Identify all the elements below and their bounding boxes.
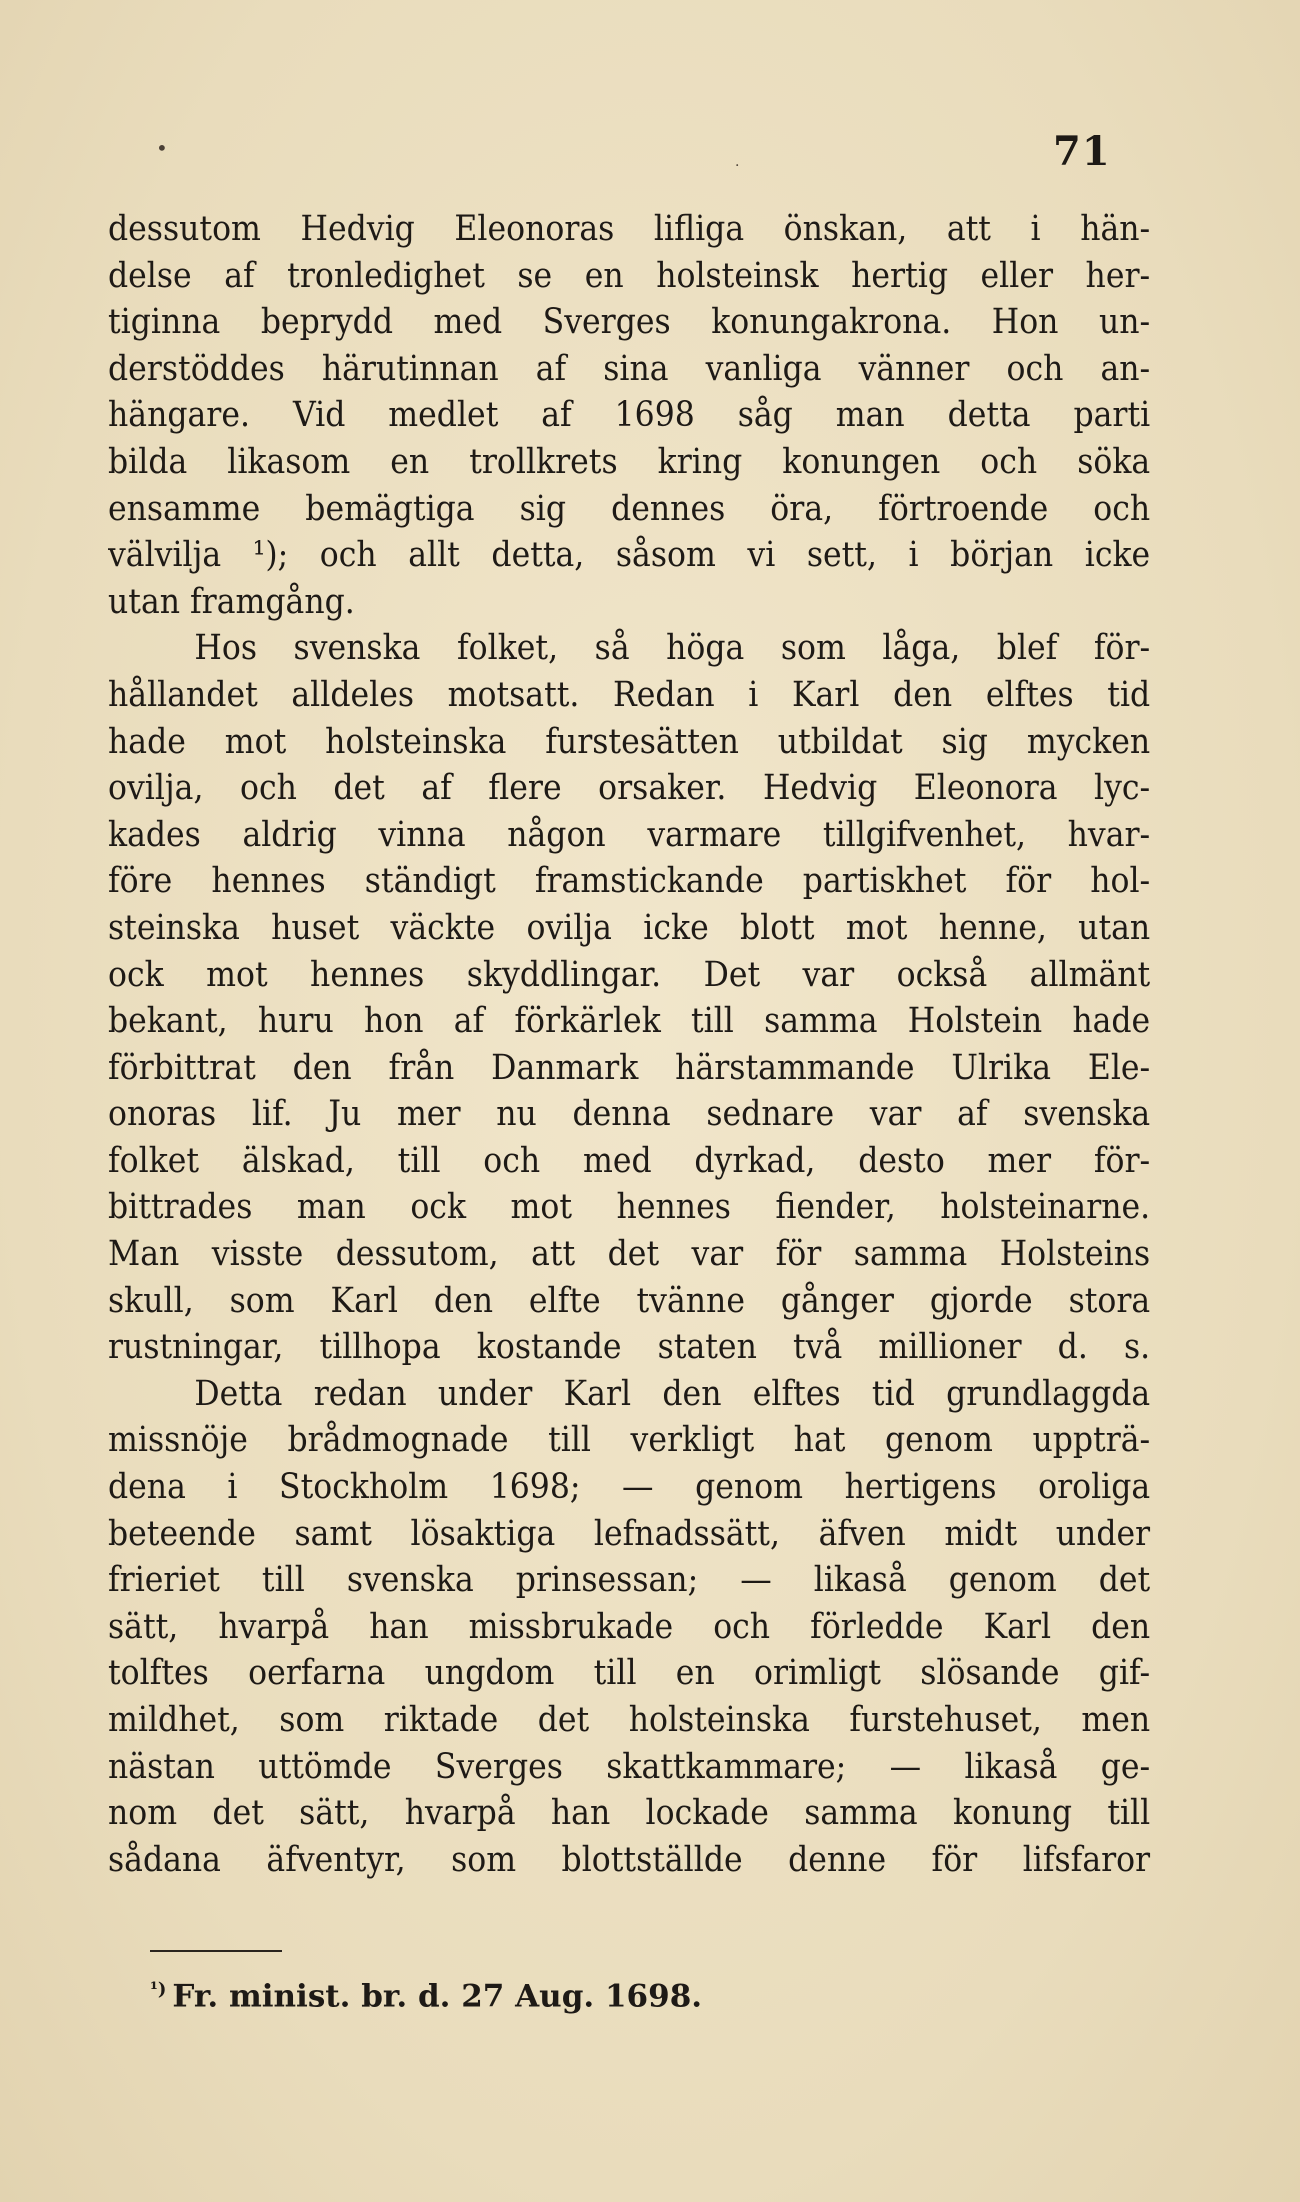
text-line: steinska huset väckte ovilja icke blott mot henne, utan [108, 907, 1151, 948]
page-number: 71 [1053, 128, 1111, 175]
text-line: bittrades man ock mot hennes fiender, holsteinarne. [108, 1187, 1151, 1228]
text-line: frieriet till svenska prinsessan; — likaså genom det [108, 1560, 1151, 1601]
text-line: mildhet, som riktade det holsteinska furstehuset, men [108, 1700, 1151, 1740]
text-line: ovilja, och det af flere orsaker. Hedvig Eleonora lyc- [108, 768, 1151, 809]
text-line: onoras lif. Ju mer nu denna sednare var af svenska [108, 1094, 1151, 1135]
text-line: dena i Stockholm 1698; — genom hertigens oroliga [108, 1467, 1151, 1508]
text-line: förbittrat den från Danmark härstammande Ulrika Ele- [108, 1047, 1151, 1088]
print-speck: · [735, 158, 740, 174]
text-line: sådana äfventyr, som blottställde denne för lifsfaror [108, 1839, 1151, 1880]
footnote [150, 1970, 702, 2016]
text-line: missnöje brådmognade till verkligt hat genom uppträ- [108, 1420, 1151, 1461]
footnote-divider [150, 1950, 282, 1952]
text-line: välvilja ¹); och allt detta, såsom vi sett, i början icke [108, 535, 1151, 576]
text-line: tiginna beprydd med Sverges konungakrona. Hon un- [108, 302, 1151, 343]
text-line: ensamme bemägtiga sig dennes öra, förtroende och [108, 488, 1151, 529]
text-line: utan framgång. [108, 581, 355, 622]
body-text [108, 206, 1150, 1883]
text-line: sätt, hvarpå han missbrukade och förledde Karl den [108, 1606, 1151, 1647]
text-line: dessutom Hedvig Eleonoras lifliga önskan, att i hän- [108, 209, 1151, 249]
text-line: kades aldrig vinna någon varmare tillgifvenhet, hvar- [108, 814, 1151, 855]
text-line: folket älskad, till och med dyrkad, desto mer för- [108, 1140, 1151, 1181]
text-line: rustningar, tillhopa kostande staten två millioner d. s. [108, 1327, 1151, 1368]
text-line: nästan uttömde Sverges skattkammare; — likaså ge- [108, 1746, 1151, 1787]
text-line: skull, som Karl den elfte tvänne gånger gjorde stora [108, 1280, 1151, 1321]
text-line: ock mot hennes skyddlingar. Det var också allmänt [108, 954, 1151, 995]
text-line: bilda likasom en trollkrets kring konungen och söka [108, 441, 1151, 482]
footnote-marker: ¹) [150, 1979, 167, 2000]
text-line: Man visste dessutom, att det var för samma Holsteins [108, 1234, 1151, 1275]
text-line: före hennes ständigt framstickande partiskhet för hol- [108, 861, 1151, 902]
text-line: hållandet alldeles motsatt. Redan i Karl den elftes tid [108, 674, 1151, 715]
text-line: hängare. Vid medlet af 1698 såg man detta parti [108, 395, 1151, 436]
text-line: tolftes oerfarna ungdom till en orimligt slösande gif- [108, 1653, 1151, 1694]
text-line: hade mot holsteinska furstesätten utbildat sig mycken [108, 721, 1151, 762]
text-line: Detta redan under Karl den elftes tid grundlaggda [194, 1373, 1151, 1414]
text-line: nom det sätt, hvarpå han lockade samma konung till [108, 1793, 1151, 1834]
footnote-text: Fr. minist. br. d. 27 Aug. 1698. [172, 1978, 703, 2015]
print-speck: • [156, 136, 168, 160]
text-line: beteende samt lösaktiga lefnadssätt, äfven midt under [108, 1513, 1151, 1554]
text-line: bekant, huru hon af förkärlek till samma Holstein hade [108, 1001, 1151, 1042]
text-line: Hos svenska folket, så höga som låga, blef för- [194, 628, 1151, 669]
text-line: delse af tronledighet se en holsteinsk hertig eller her- [108, 255, 1151, 296]
text-line: derstöddes härutinnan af sina vanliga vänner och an- [108, 348, 1151, 389]
